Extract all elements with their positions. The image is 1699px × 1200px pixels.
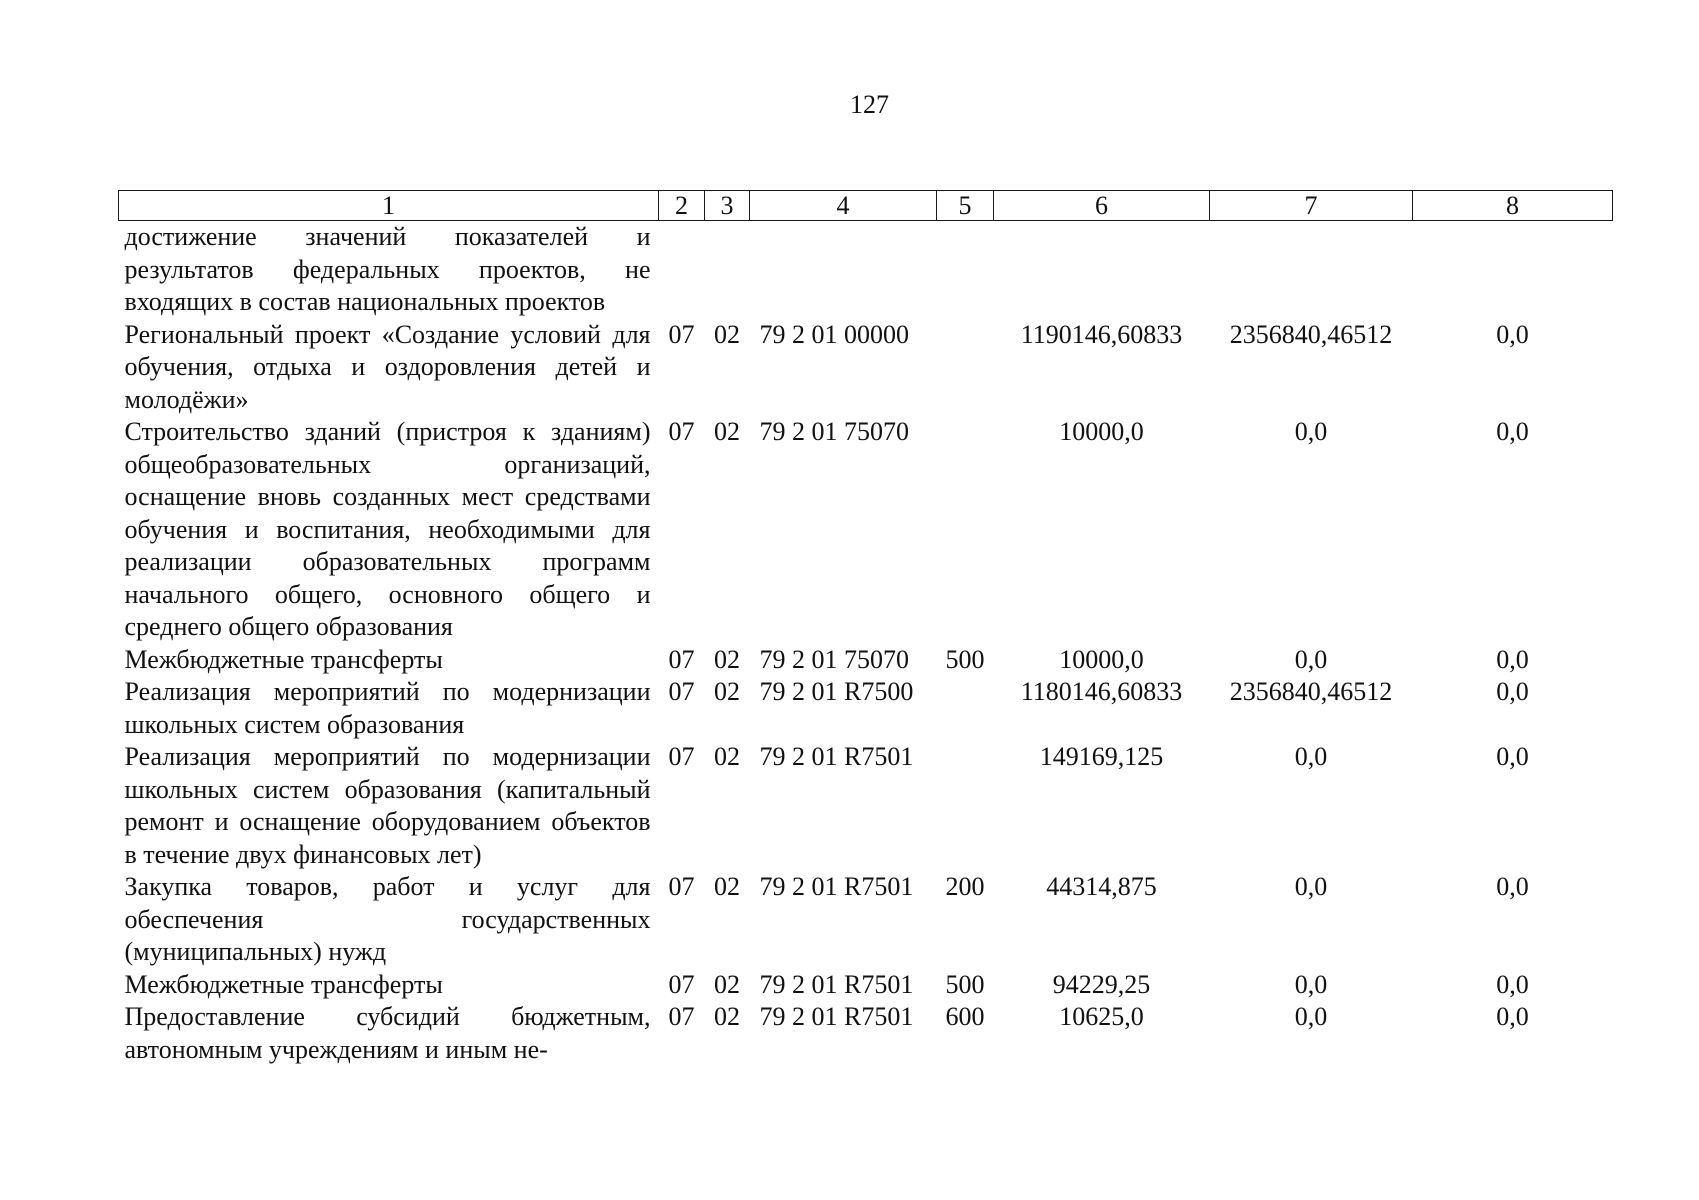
row-amount-2 xyxy=(1210,221,1413,319)
row-amount-1: 10625,0 xyxy=(1059,1002,1144,1031)
row-amount-3: 0,0 xyxy=(1496,872,1529,901)
row-name: Строительство зданий (пристроя к зданиям) общеобразовательных организаций, оснащение вновь созданных мест средствами обучения и воспитания, необходимыми для реализации образовательных программ начального общего, основного общего и среднего общего образования xyxy=(124,417,651,641)
row-section: 07 xyxy=(668,969,695,999)
row-expense-type xyxy=(937,319,994,417)
row-amount-2: 2356840,46512 xyxy=(1229,319,1393,349)
row-amount-3: 0,0 xyxy=(1496,319,1529,349)
table-header-row xyxy=(119,191,1613,221)
row-amount-3: 0,0 xyxy=(1496,417,1529,446)
table-row xyxy=(119,1001,1613,1066)
table-row xyxy=(119,221,1613,319)
row-section: 07 xyxy=(668,677,695,706)
row-amount-3: 0,0 xyxy=(1496,969,1529,999)
row-subsection: 02 xyxy=(714,319,740,349)
row-amount-2: 2356840,46512 xyxy=(1229,677,1393,706)
row-amount-1: 10000,0 xyxy=(1059,417,1144,446)
row-target-article: 79 2 01 R7500 xyxy=(759,677,914,706)
row-section: 07 xyxy=(668,1002,695,1031)
row-section: 07 xyxy=(668,644,695,674)
row-amount-1: 1190146,60833 xyxy=(1020,319,1183,349)
table-row xyxy=(119,969,1613,1002)
row-target-article: 79 2 01 R7501 xyxy=(759,969,914,999)
column-header-6: 6 xyxy=(994,191,1210,221)
row-target-article: 79 2 01 75070 xyxy=(759,644,909,674)
table-row xyxy=(119,871,1613,969)
row-expense-type xyxy=(937,741,994,871)
row-amount-1: 94229,25 xyxy=(1052,969,1151,999)
row-subsection: 02 xyxy=(714,969,740,999)
row-amount-2: 0,0 xyxy=(1294,872,1328,901)
row-amount-1: 44314,875 xyxy=(1046,872,1157,901)
row-name: Предоставление субсидий бюджетным, автономным учреждениям и иным не- xyxy=(124,1002,651,1064)
row-amount-2: 0,0 xyxy=(1294,417,1328,446)
row-expense-type: 600 xyxy=(945,1002,985,1031)
row-target-article: 79 2 01 75070 xyxy=(759,417,909,446)
row-subsection: 02 xyxy=(714,1002,740,1031)
row-amount-3: 0,0 xyxy=(1496,677,1529,706)
row-amount-1: 149169,125 xyxy=(1039,742,1164,771)
row-expense-type xyxy=(937,221,994,319)
row-name: Закупка товаров, работ и услуг для обеспечения государственных (муниципальных) нужд xyxy=(124,872,651,966)
table-row xyxy=(119,741,1613,871)
column-header-3: 3 xyxy=(705,191,750,221)
row-section: 07 xyxy=(668,417,695,446)
row-amount-1: 10000,0 xyxy=(1059,644,1144,674)
row-section xyxy=(659,221,705,319)
row-section: 07 xyxy=(668,319,695,349)
table-row xyxy=(119,319,1613,417)
column-header-8: 8 xyxy=(1413,191,1613,221)
row-amount-3: 0,0 xyxy=(1496,1002,1529,1031)
row-subsection: 02 xyxy=(714,742,740,771)
row-name: Межбюджетные трансферты xyxy=(124,644,443,674)
row-expense-type xyxy=(937,676,994,741)
row-amount-3: 0,0 xyxy=(1496,742,1529,771)
column-header-2: 2 xyxy=(659,191,705,221)
row-expense-type: 200 xyxy=(945,872,985,901)
page-number: 127 xyxy=(850,90,889,119)
row-subsection xyxy=(705,221,750,319)
row-subsection: 02 xyxy=(714,644,740,674)
row-section: 07 xyxy=(668,742,695,771)
table-row xyxy=(119,676,1613,741)
row-target-article: 79 2 01 00000 xyxy=(759,319,909,349)
row-name: Межбюджетные трансферты xyxy=(124,969,443,999)
row-amount-3: 0,0 xyxy=(1496,644,1529,674)
row-amount-2: 0,0 xyxy=(1294,969,1328,999)
row-subsection: 02 xyxy=(714,872,740,901)
column-header-7: 7 xyxy=(1210,191,1413,221)
budget-table xyxy=(118,190,1613,1066)
row-name: достижение значений показателей и результатов федеральных проектов, не входящих в состав национальных проектов xyxy=(124,222,651,316)
column-header-1: 1 xyxy=(119,191,659,221)
row-name: Реализация мероприятий по модернизации школьных систем образования xyxy=(124,677,651,739)
row-amount-2: 0,0 xyxy=(1294,742,1328,771)
row-amount-3 xyxy=(1413,221,1613,319)
table-row xyxy=(119,644,1613,677)
row-expense-type: 500 xyxy=(945,644,985,674)
row-expense-type: 500 xyxy=(945,969,985,999)
row-amount-2: 0,0 xyxy=(1294,1002,1328,1031)
row-target-article xyxy=(750,221,937,319)
row-target-article: 79 2 01 R7501 xyxy=(759,872,914,901)
row-subsection: 02 xyxy=(714,417,740,446)
column-header-5: 5 xyxy=(937,191,994,221)
row-amount-1 xyxy=(994,221,1210,319)
row-subsection: 02 xyxy=(714,677,740,706)
row-amount-2: 0,0 xyxy=(1294,644,1328,674)
row-name: Реализация мероприятий по модернизации школьных систем образования (капитальный ремонт и оснащение оборудованием объектов в течение двух финансовых лет) xyxy=(124,742,651,869)
row-amount-1: 1180146,60833 xyxy=(1020,677,1183,706)
table-row xyxy=(119,416,1613,644)
row-target-article: 79 2 01 R7501 xyxy=(759,742,914,771)
row-expense-type xyxy=(937,416,994,644)
row-target-article: 79 2 01 R7501 xyxy=(759,1002,914,1031)
row-section: 07 xyxy=(668,872,695,901)
row-name: Региональный проект «Создание условий для обучения, отдыха и оздоровления детей и молодёжи» xyxy=(124,319,651,414)
column-header-4: 4 xyxy=(750,191,937,221)
